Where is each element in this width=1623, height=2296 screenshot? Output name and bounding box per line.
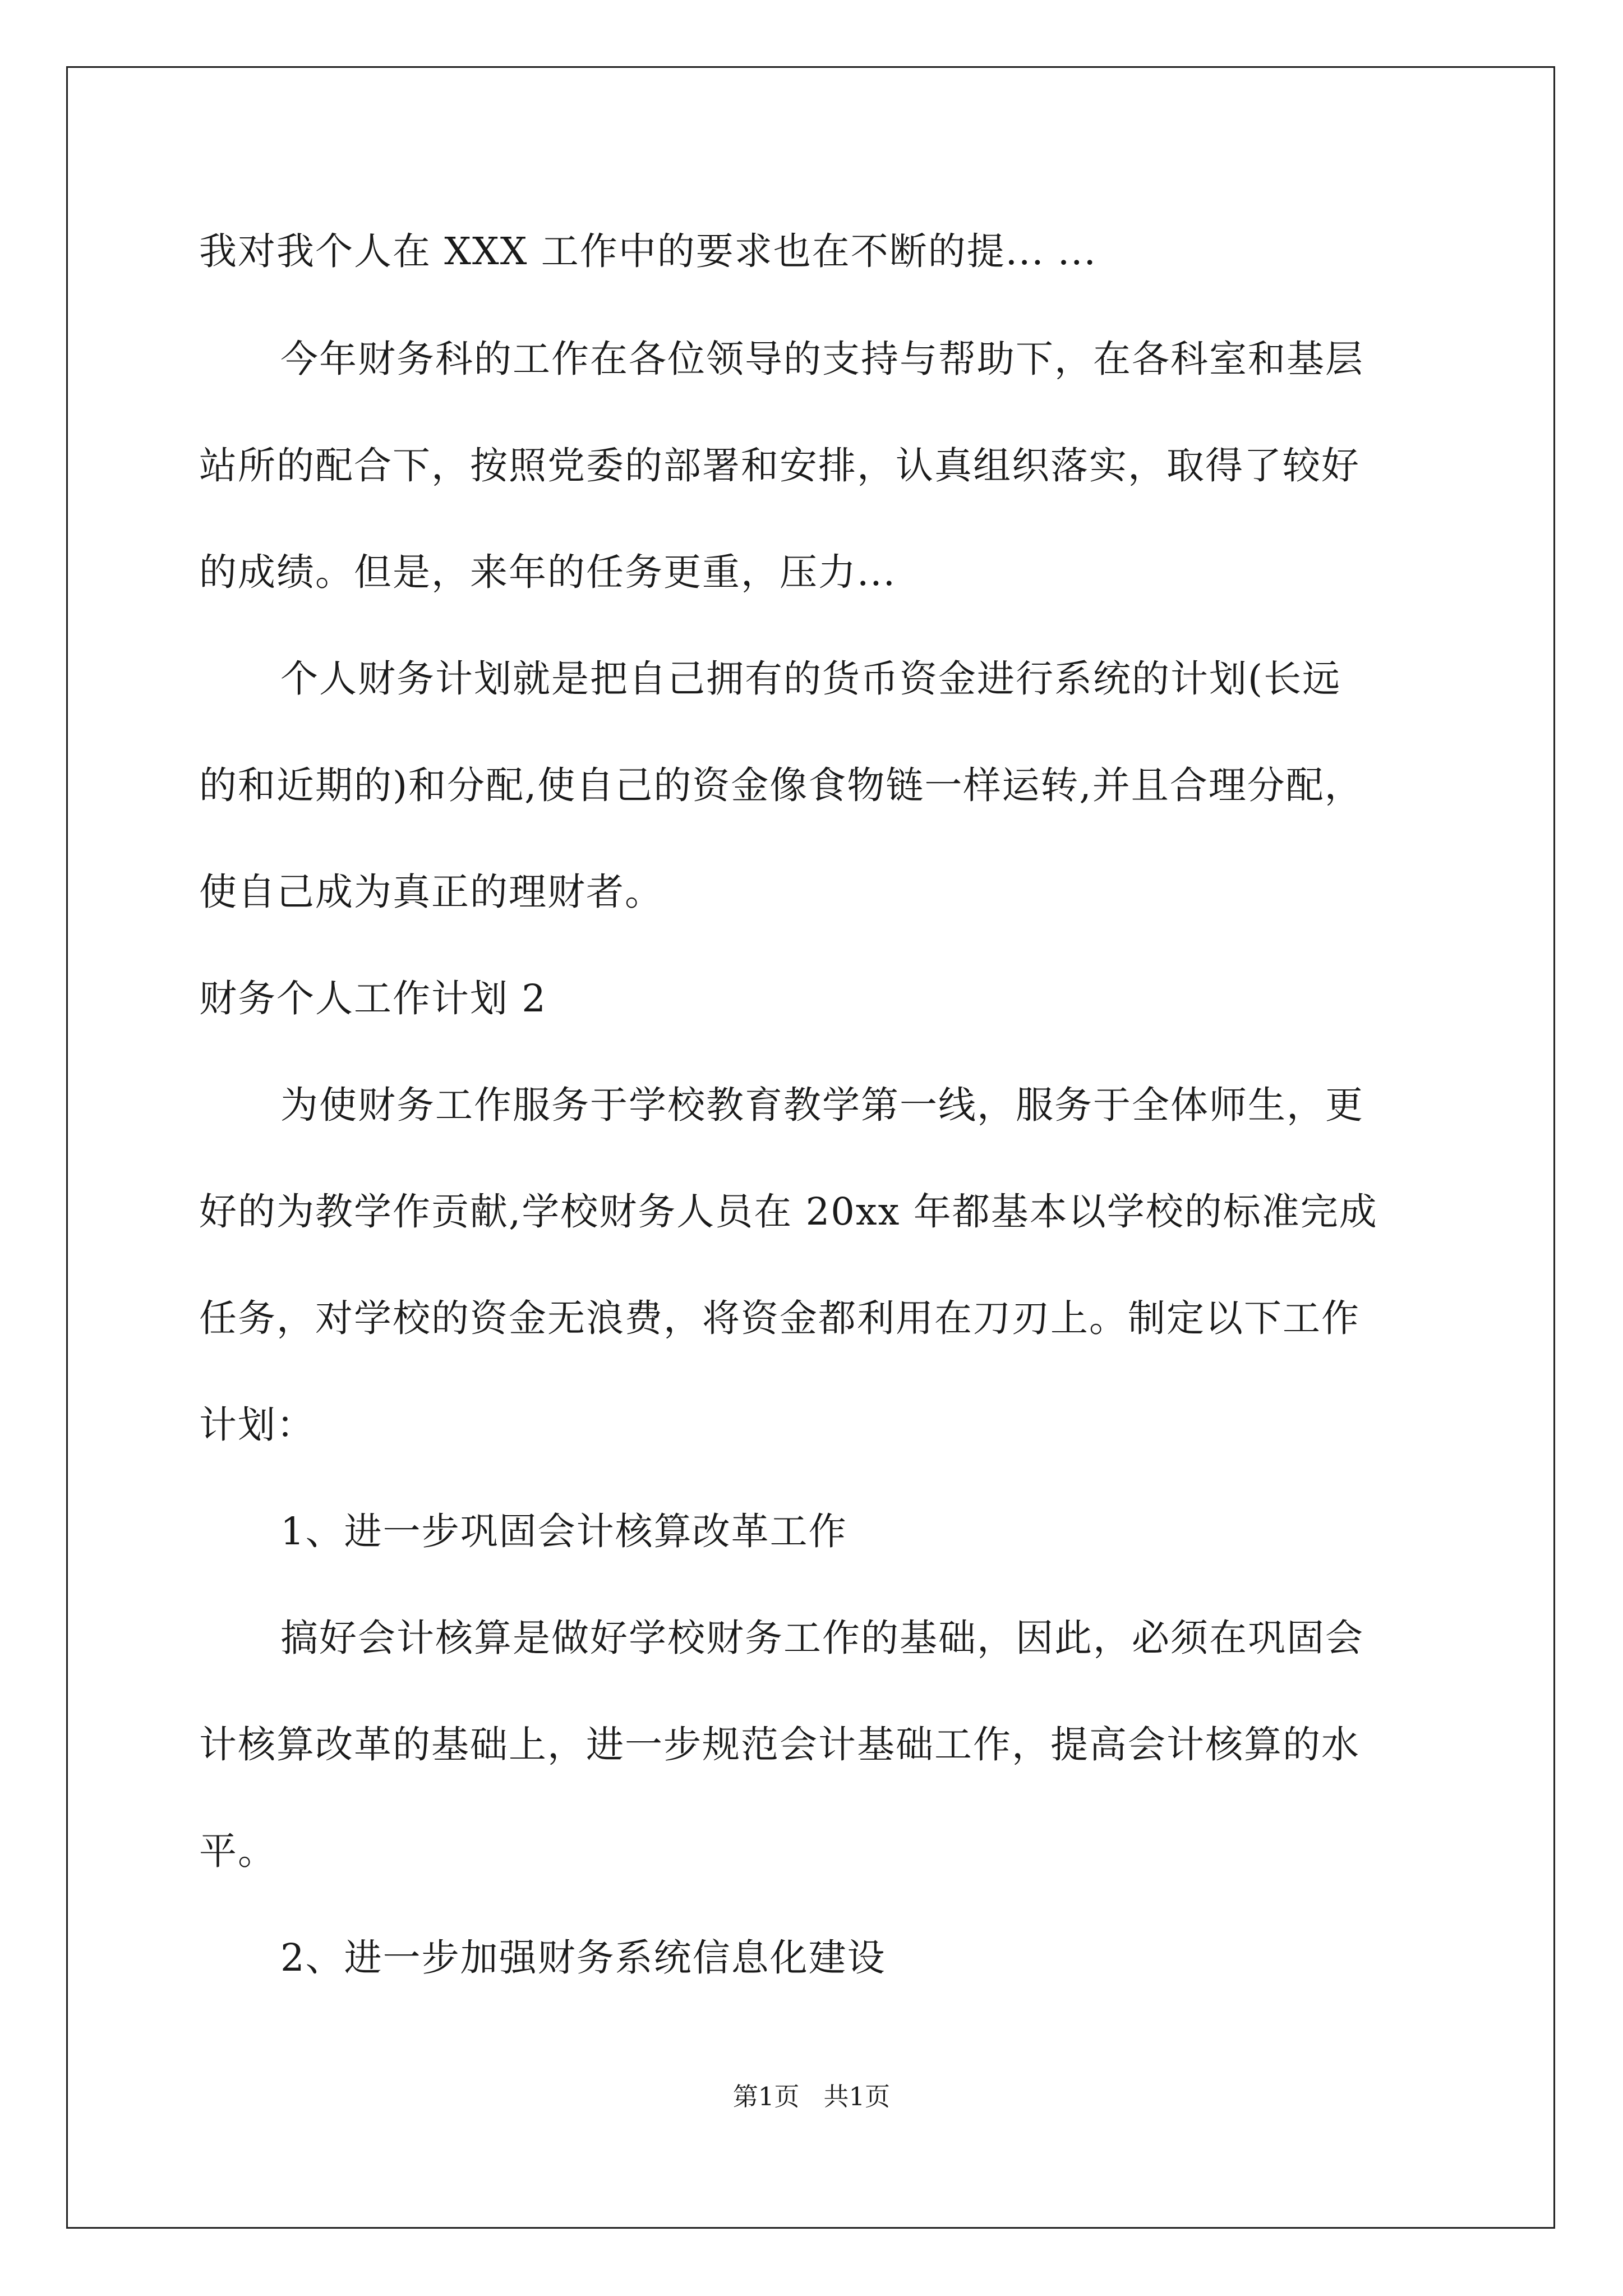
paragraph-line: 我对我个人在 XXX 工作中的要求也在不断的提... ... [199, 229, 1097, 273]
paragraph-line: 为使财务工作服务于学校教育教学第一线，服务于全体师生，更 [280, 1083, 1364, 1127]
paragraph-line: 个人财务计划就是把自己拥有的货币资金进行系统的计划(长远 [280, 657, 1341, 701]
list-item-heading: 1、进一步巩固会计核算改革工作 [280, 1510, 847, 1553]
paragraph-line: 搞好会计核算是做好学校财务工作的基础，因此，必须在巩固会 [280, 1616, 1364, 1660]
paragraph-line: 任务，对学校的资金无浪费，将资金都利用在刀刃上。制定以下工作 [199, 1296, 1360, 1340]
section-heading: 财务个人工作计划 2 [199, 977, 547, 1020]
list-item-heading: 2、进一步加强财务系统信息化建设 [280, 1936, 886, 1980]
paragraph-line: 的和近期的)和分配,使自己的资金像食物链一样运转,并且合理分配， [199, 763, 1363, 807]
paragraph-line: 计划： [199, 1403, 315, 1447]
paragraph-line: 平。 [199, 1829, 276, 1873]
paragraph-line: 计核算改革的基础上，进一步规范会计基础工作，提高会计核算的水 [199, 1723, 1360, 1766]
paragraph-line: 今年财务科的工作在各位领导的支持与帮助下，在各科室和基层 [280, 337, 1364, 381]
paragraph-line: 使自己成为真正的理财者。 [199, 870, 663, 914]
paragraph-line: 好的为教学作贡献,学校财务人员在 20xx 年都基本以学校的标准完成 [199, 1190, 1378, 1234]
page-border [66, 66, 1555, 2229]
page-footer: 第1页 共1页 [732, 2082, 891, 2111]
paragraph-line: 站所的配合下，按照党委的部署和安排，认真组织落实，取得了较好 [199, 444, 1360, 487]
paragraph-line: 的成绩。但是，来年的任务更重，压力... [199, 550, 896, 594]
